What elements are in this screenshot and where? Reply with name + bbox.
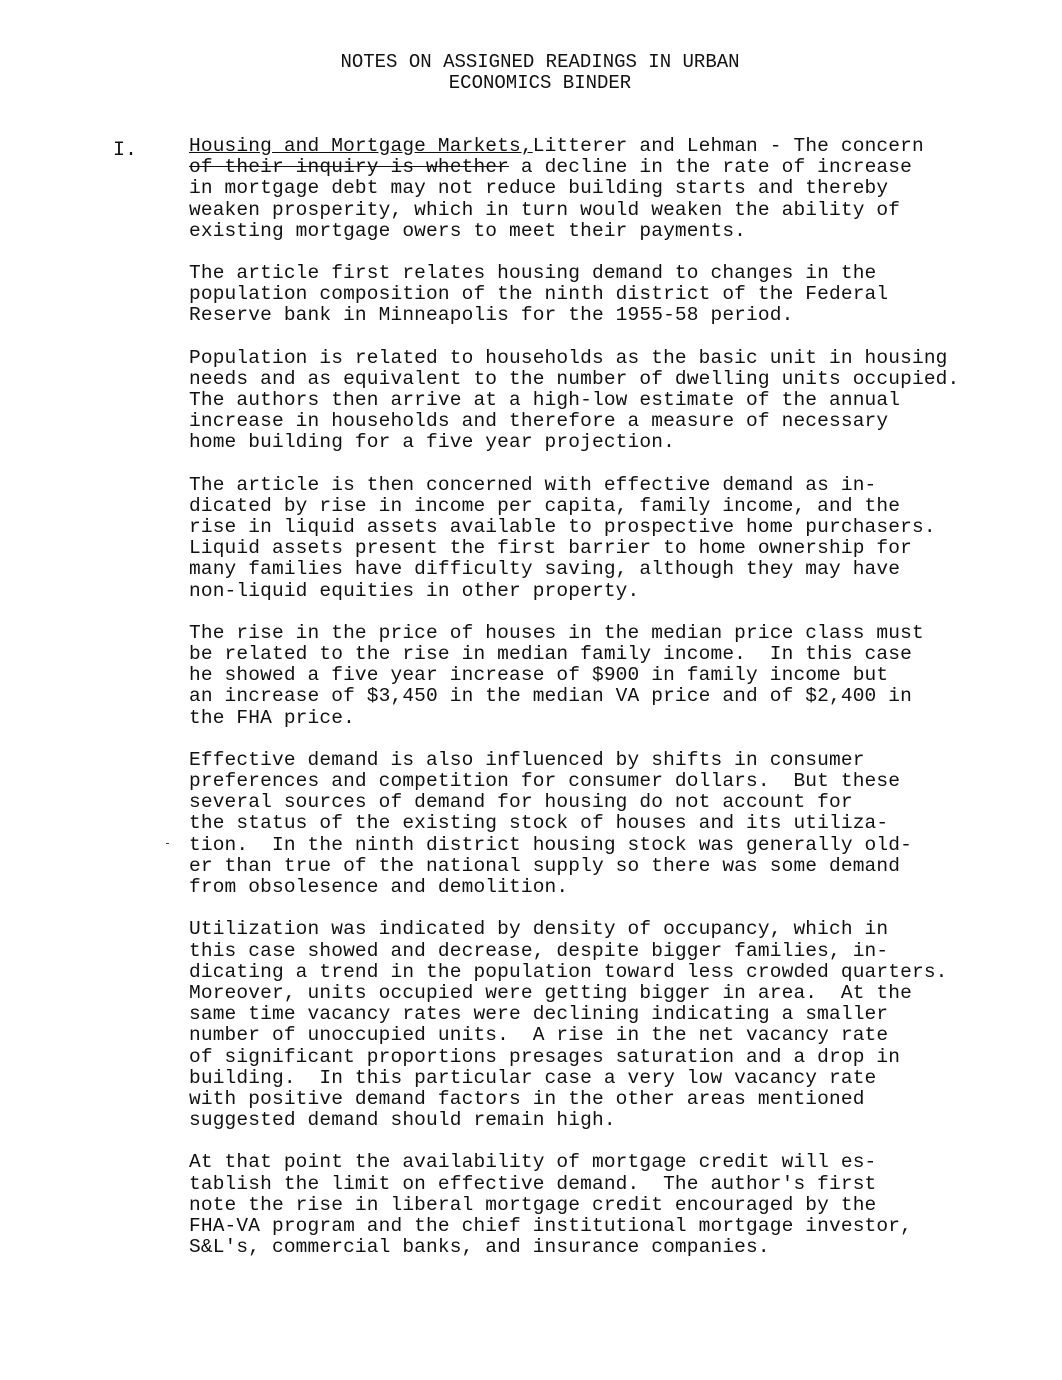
intro-line: existing mortgage owers to meet their payments. [189, 219, 747, 242]
paragraph-line: Utilization was indicated by density of occupancy, which in [189, 918, 889, 941]
paragraph-line: tion. In the ninth district housing stock was generally old- [189, 833, 912, 856]
paragraph-line: suggested demand should remain high. [189, 1109, 616, 1132]
paragraph-line: Moreover, units occupied were getting bigger in area. At the [189, 981, 912, 1004]
paragraph-line: this case showed and decrease, despite bigger families, in- [189, 939, 889, 962]
paragraph-line: At that point the availability of mortgage credit will es- [189, 1151, 877, 1174]
intro-paragraph [189, 136, 1049, 242]
paragraph-line: The authors then arrive at a high-low estimate of the annual [189, 389, 901, 412]
paragraph [189, 750, 1049, 898]
paragraph-line: building. In this particular case a very low vacancy rate [189, 1066, 877, 1089]
section-body [189, 136, 1049, 1279]
paragraph [189, 263, 1049, 327]
document-title [180, 52, 900, 94]
article-title: Housing and Mortgage Markets, [189, 135, 533, 157]
paragraph-line: tablish the limit on effective demand. The author's first [189, 1172, 877, 1195]
paragraph-line: dicating a trend in the population toward less crowded quarters. [189, 960, 948, 983]
paragraph-line: he showed a five year increase of $900 in family income but [189, 664, 889, 687]
paragraph-line: Effective demand is also influenced by shifts in consumer [189, 748, 865, 771]
paragraph-line: preferences and competition for consumer dollars. But these [189, 770, 901, 793]
paragraph-line: note the rise in liberal mortgage credit encouraged by the [189, 1193, 877, 1216]
intro-line: weaken prosperity, which in turn would weaken the ability of [189, 198, 901, 221]
paragraph-line: needs and as equivalent to the number of dwelling units occupied. [189, 367, 960, 390]
paragraph-line: many families have difficulty saving, although they may have [189, 558, 901, 581]
paragraph-line: of significant proportions presages saturation and a drop in [189, 1045, 901, 1068]
intro-line-2-rest: a decline in the rate of increase [509, 156, 912, 179]
paragraph-line: the FHA price. [189, 706, 355, 729]
paragraph [189, 919, 1049, 1131]
paragraph-line: the status of the existing stock of houses and its utiliza- [189, 812, 889, 835]
paragraph-line: FHA-VA program and the chief institutional mortgage investor, [189, 1214, 912, 1237]
paragraph-line: The article first relates housing demand to changes in the [189, 262, 877, 285]
paragraph-line: number of unoccupied units. A rise in the net vacancy rate [189, 1024, 889, 1047]
paragraph-line: Population is related to households as the basic unit in housing [189, 346, 948, 369]
paragraph-line: home building for a five year projection. [189, 431, 675, 454]
intro-line-1-rest: - The concern [757, 135, 924, 157]
paragraph [189, 1152, 1049, 1258]
section-number: I. [113, 139, 138, 162]
paragraph-line: Reserve bank in Minneapolis for the 1955-58 period. [189, 304, 794, 327]
paragraph-line: The rise in the price of houses in the median price class must [189, 621, 924, 644]
intro-line: in mortgage debt may not reduce building starts and thereby [189, 177, 889, 200]
paragraph-line: several sources of demand for housing do not account for [189, 791, 853, 814]
paragraph [189, 475, 1049, 602]
paragraph-line: dicated by rise in income per capita, family income, and the [189, 494, 901, 517]
paragraph-line: same time vacancy rates were declining indicating a smaller [189, 1003, 889, 1026]
title-line-1: NOTES ON ASSIGNED READINGS IN URBAN [340, 51, 740, 73]
paragraph-line: non-liquid equities in other property. [189, 579, 640, 602]
paragraph-line: S&L's, commercial banks, and insurance companies. [189, 1236, 770, 1259]
paragraph-line: with positive demand factors in the other areas mentioned [189, 1087, 865, 1110]
paragraph-line: The article is then concerned with effective demand as in- [189, 473, 877, 496]
title-line-2: ECONOMICS BINDER [448, 72, 632, 94]
paragraph-line: an increase of $3,450 in the median VA price and of $2,400 in [189, 685, 912, 708]
paragraph-line: rise in liquid assets available to prospective home purchasers. [189, 516, 936, 539]
paragraph-line: from obsolesence and demolition. [189, 876, 569, 899]
paragraph-line: population composition of the ninth district of the Federal [189, 283, 889, 306]
struck-phrase: of their inquiry is whether [189, 156, 510, 179]
article-authors: Litterer and Lehman [532, 135, 758, 157]
intro-line-1 [189, 136, 1049, 157]
intro-line-2 [189, 157, 1049, 178]
margin-mark [166, 843, 169, 844]
paragraph [189, 348, 1049, 454]
paragraph [189, 623, 1049, 729]
paragraph-line: be related to the rise in median family income. In this case [189, 643, 912, 666]
paragraph-line: Liquid assets present the first barrier to home ownership for [189, 537, 912, 560]
paragraph-line: increase in households and therefore a measure of necessary [189, 410, 889, 433]
paragraph-line: er than true of the national supply so there was some demand [189, 854, 901, 877]
